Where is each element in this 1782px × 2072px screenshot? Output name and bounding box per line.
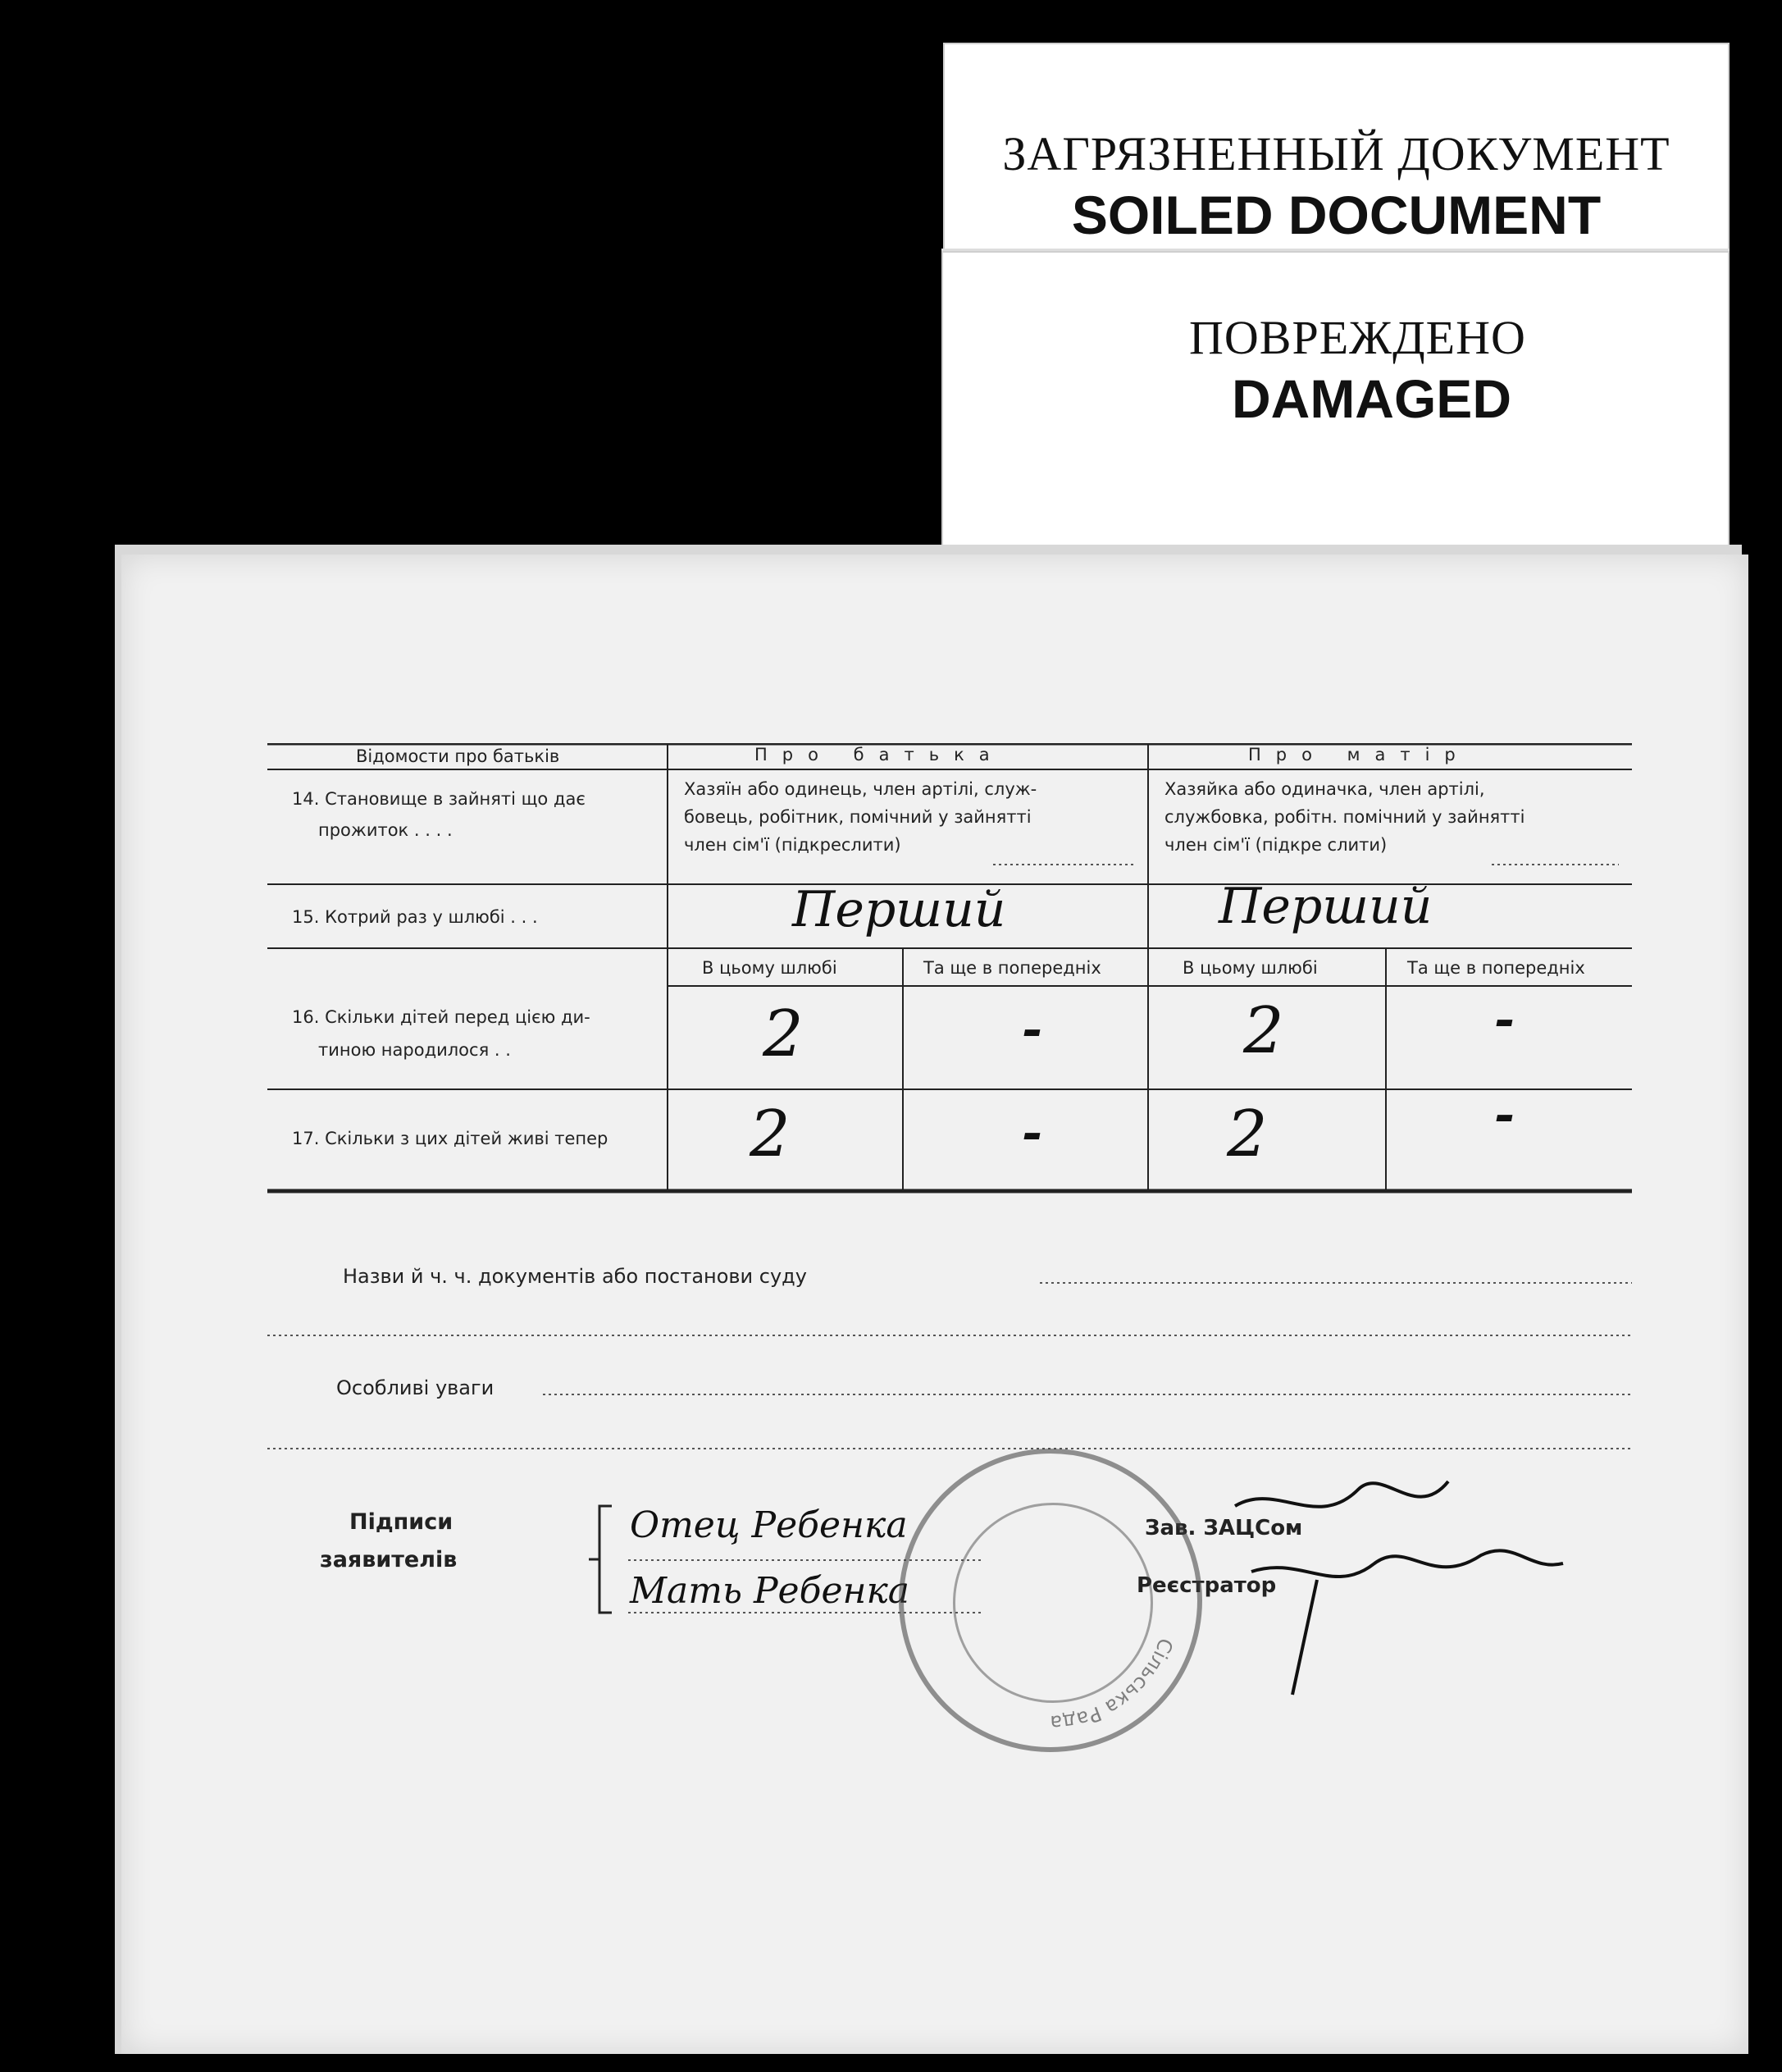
soiled-document-label: [943, 43, 1730, 259]
header-mother: Про матір: [1248, 745, 1470, 764]
row17-father-this: 2: [750, 1098, 791, 1171]
row16-mother-prev: -: [1494, 991, 1515, 1048]
row16-father-prev: -: [1022, 1001, 1042, 1058]
row17-mother-prev: -: [1494, 1086, 1515, 1143]
row14-father-line3: член сім'ї (підкреслити): [684, 835, 901, 855]
soiled-label-en: SOILED DOCUMENT: [1071, 185, 1602, 245]
row15-father-value: Перший: [792, 881, 1006, 938]
applicant2-signature: Мать Ребенка: [630, 1570, 909, 1612]
subheader-father-previous: Та ще в попередніх: [923, 958, 1101, 978]
row14-father-line2: бовець, робітник, помічний у зайнятті: [684, 807, 1032, 827]
subheader-mother-previous: Та ще в попередніх: [1407, 958, 1585, 978]
header-father: Про батька: [754, 745, 1005, 764]
damaged-document-label: [941, 251, 1730, 546]
row14-mother-line3: член сім'ї (підкре слити): [1164, 835, 1388, 855]
row16-label-line2: тиною народилося . .: [318, 1040, 511, 1060]
subheader-mother-this-marriage: В цьому шлюбі: [1183, 958, 1318, 978]
row14-label-line1: 14. Становище в зайняті що дає: [292, 789, 586, 809]
row15-mother-value: Перший: [1219, 878, 1433, 935]
row14-mother-line1: Хазяйка або одиначка, член артілі,: [1164, 779, 1485, 799]
registrar-label: Реєстратор: [1137, 1573, 1277, 1598]
document-sheet: [121, 555, 1748, 2054]
row16-mother-this: 2: [1243, 994, 1284, 1068]
row15-label: 15. Котрий раз у шлюбі . . .: [292, 907, 538, 927]
official-seal-text: [904, 1454, 1199, 1749]
documents-label: Назви й ч. ч. документів або постанови суду: [343, 1265, 807, 1288]
signatures-label-line1: Підписи: [349, 1509, 453, 1535]
damaged-label-ru: ПОВРЕЖДЕНО: [1189, 311, 1526, 364]
row14-father-line1: Хазяїн або одинець, член артілі, служ-: [684, 779, 1037, 799]
row14-label-line2: прожиток . . . .: [318, 820, 453, 840]
official-seal: [899, 1449, 1202, 1752]
signatures-label-line2: заявителів: [320, 1547, 458, 1572]
subheader-father-this-marriage: В цьому шлюбі: [702, 958, 837, 978]
row17-label: 17. Скільки з цих дітей живі тепер: [292, 1129, 608, 1148]
damaged-label-en: DAMAGED: [1232, 368, 1511, 429]
row16-father-this: 2: [763, 997, 804, 1071]
notes-label: Особливі уваги: [336, 1376, 494, 1399]
soiled-label-ru: ЗАГРЯЗНЕННЫЙ ДОКУМЕНТ: [1002, 127, 1670, 180]
row17-mother-this: 2: [1227, 1098, 1268, 1171]
svg-text:Сільська Рада: Сільська Рада: [1049, 1635, 1178, 1735]
header-parents-info: Відомости про батьків: [356, 746, 560, 766]
row14-mother-line2: службовка, робітн. помічний у зайнятті: [1164, 807, 1525, 827]
row16-label-line1: 16. Скільки дітей перед цією ди-: [292, 1007, 590, 1027]
applicant1-signature: Отец Ребенка: [630, 1504, 908, 1546]
head-registry-label: Зав. ЗАЦСом: [1145, 1516, 1303, 1540]
row17-father-prev: -: [1022, 1104, 1042, 1162]
